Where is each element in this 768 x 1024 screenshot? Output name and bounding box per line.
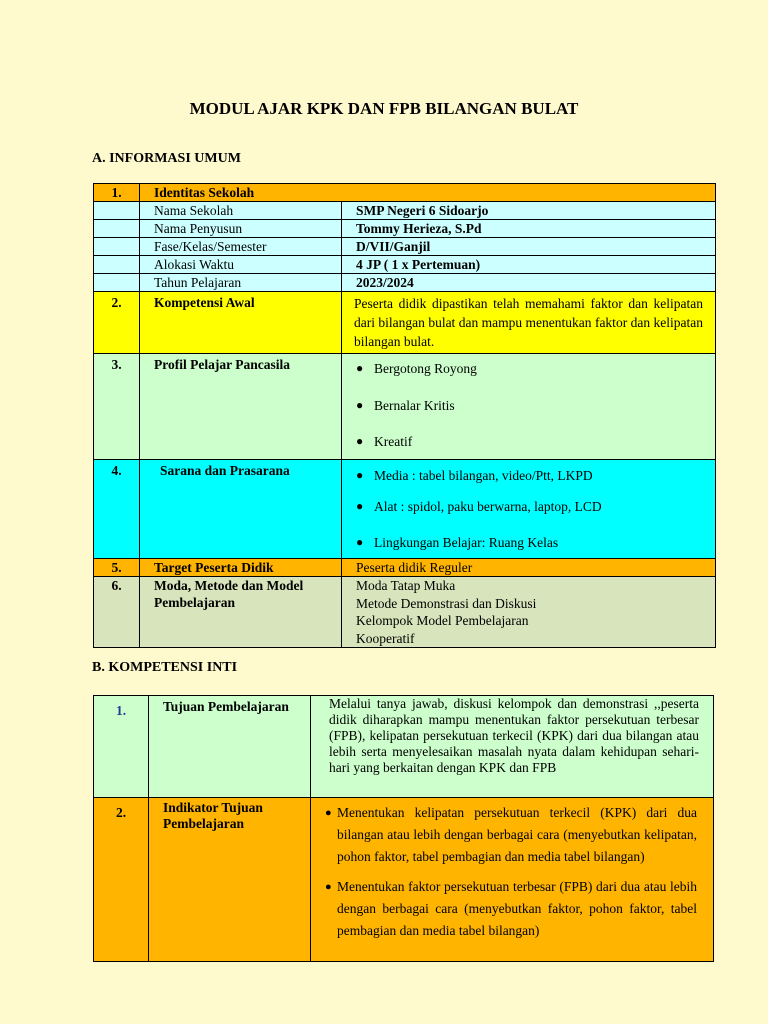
row-label: Identitas Sekolah	[140, 184, 716, 202]
identity-value: SMP Negeri 6 Sidoarjo	[342, 202, 716, 220]
table-row	[94, 220, 716, 238]
identity-value: D/VII/Ganjil	[342, 238, 716, 256]
document-title: MODUL AJAR KPK DAN FPB BILANGAN BULAT	[189, 99, 579, 118]
identity-label: Fase/Kelas/Semester	[140, 238, 342, 256]
moda-line: Moda Tatap Muka	[356, 578, 456, 593]
row-label: Tujuan Pembelajaran	[149, 696, 311, 798]
table-row	[94, 798, 714, 962]
table-row	[94, 202, 716, 220]
row-number: 2.	[94, 798, 149, 962]
list-item: ● Lingkungan Belajar: Ruang Kelas	[356, 534, 715, 551]
table-row	[94, 238, 716, 256]
identity-label: Nama Sekolah	[140, 202, 342, 220]
model-line: Kelompok Model Pembelajaran	[356, 613, 529, 628]
table-row	[94, 577, 716, 648]
list-item: ● Bergotong Royong	[356, 360, 715, 397]
metode-line: Metode Demonstrasi dan Diskusi	[356, 595, 537, 611]
row-number: 1.	[94, 696, 149, 798]
list-item: ● Bernalar Kritis	[356, 397, 715, 433]
table-row	[94, 696, 714, 798]
row-label: Target Peserta Didik	[140, 559, 342, 577]
tujuan-text: Melalui tanya jawab, diskusi kelompok dan demonstrasi ,,peserta didik diharapkan mampu menentukan faktor persekutuan terbesar (FPB), kelipatan persekutuan terkecil (KPK) dari dua bilangan atau lebih serta menyelesaikan masalah nyata dalam kehidupan sehari-hari yang berkaitan dengan KPK dan FPB	[311, 696, 714, 798]
identity-label: Alokasi Waktu	[140, 256, 342, 274]
table-row	[94, 274, 716, 292]
row-number: 5.	[94, 559, 140, 577]
table-row	[94, 256, 716, 274]
list-item: ● Media : tabel bilangan, video/Ptt, LKPD	[356, 467, 715, 498]
informasi-umum-table	[93, 183, 716, 648]
row-label: Indikator Tujuan Pembelajaran	[149, 798, 311, 962]
sarana-list	[356, 467, 715, 551]
section-b-heading: B. KOMPETENSI INTI	[92, 660, 238, 675]
row-label: Moda, Metode dan Model Pembelajaran	[140, 577, 342, 648]
identity-value: Tommy Herieza, S.Pd	[342, 220, 716, 238]
table-row	[94, 460, 716, 559]
list-item: ● Kreatif	[356, 433, 715, 450]
row-number: 4.	[94, 460, 140, 559]
target-value: Peserta didik Reguler	[342, 559, 716, 577]
kompetensi-awal-text: Peserta didik dipastikan telah memahami faktor dan kelipatan dari bilangan bulat dan mampu menentukan faktor dan kelipatan bilangan bulat.	[342, 292, 716, 354]
table-row	[94, 559, 716, 577]
profil-list	[356, 360, 715, 450]
model-line: Kooperatif	[356, 630, 415, 646]
table-row	[94, 292, 716, 354]
list-item: ● Menentukan kelipatan persekutuan terkecil (KPK) dari dua bilangan atau lebih dengan berbagai cara (menyebutkan kelipatan, pohon faktor, tabel pembagian dan media tabel bilangan)	[325, 802, 697, 868]
identity-value: 4 JP ( 1 x Pertemuan)	[342, 256, 716, 274]
identity-label: Tahun Pelajaran	[140, 274, 342, 292]
identity-label: Nama Penyusun	[140, 220, 342, 238]
list-item: ● Menentukan faktor persekutuan terbesar (FPB) dari dua atau lebih dengan berbagai cara (menyebutkan faktor, pohon faktor, tabel pembagian dan media tabel bilangan)	[325, 876, 697, 942]
table-row	[94, 354, 716, 460]
row-number: 3.	[94, 354, 140, 460]
list-item: ● Alat : spidol, paku berwarna, laptop, LCD	[356, 498, 715, 534]
row-number: 2.	[94, 292, 140, 354]
table-row	[94, 184, 716, 202]
row-label: Profil Pelajar Pancasila	[140, 354, 342, 460]
indikator-list	[325, 802, 697, 942]
row-number: 1.	[94, 184, 140, 202]
row-label: Kompetensi Awal	[140, 292, 342, 354]
kompetensi-inti-table	[93, 695, 714, 962]
row-label: Sarana dan Prasarana	[140, 460, 342, 559]
section-a-heading: A. INFORMASI UMUM	[92, 151, 241, 166]
identity-value: 2023/2024	[342, 274, 716, 292]
row-number: 6.	[94, 577, 140, 648]
